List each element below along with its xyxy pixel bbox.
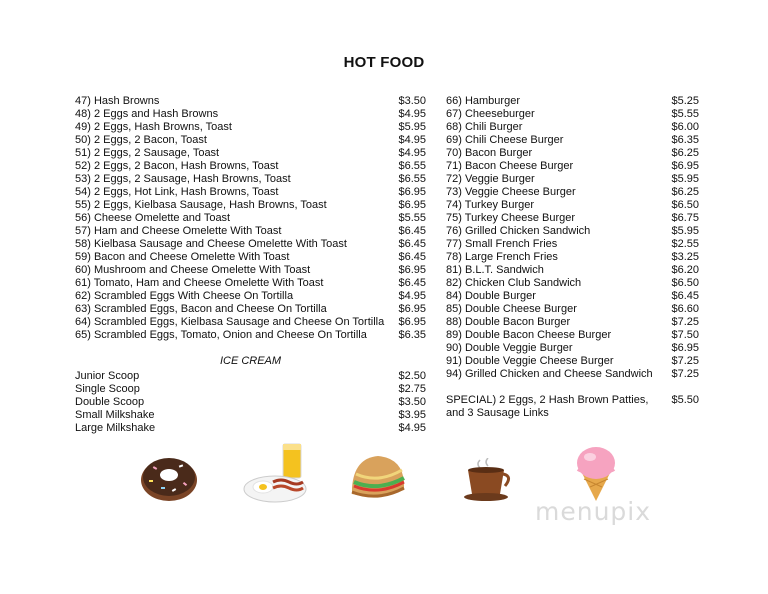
burger-menu-item [446,199,699,212]
ice-cream-menu-item [75,396,426,409]
hot-food-menu-item [75,225,426,238]
burger-menu-item [446,121,699,134]
burger-menu-item [446,225,699,238]
item-price: $4.95 [398,422,426,434]
item-price: $4.95 [398,108,426,120]
item-name: 52) 2 Eggs, 2 Bacon, Hash Browns, Toast [75,160,279,172]
burger-menu-item [446,212,699,225]
item-name: Double Scoop [75,396,145,408]
item-price: $6.45 [398,277,426,289]
item-name: 67) Cheeseburger [446,108,535,120]
item-price: $3.50 [398,396,426,408]
burger-menu-item [446,186,699,199]
item-price: $5.95 [671,173,699,185]
burger-menu-item [446,342,699,355]
item-name: 75) Turkey Cheese Burger [446,212,576,224]
item-name: 89) Double Bacon Cheese Burger [446,329,612,341]
item-name: 78) Large French Fries [446,251,558,263]
hot-food-menu-item [75,251,426,264]
hot-food-menu-item [75,303,426,316]
burger-list [446,95,699,381]
burger-menu-item [446,355,699,368]
page-title: HOT FOOD [343,54,425,71]
item-name: 70) Bacon Burger [446,147,533,159]
item-price: $3.50 [398,95,426,107]
item-price: $6.95 [671,160,699,172]
item-name: Junior Scoop [75,370,140,382]
item-name: 51) 2 Eggs, 2 Sausage, Toast [75,147,220,159]
hot-food-menu-item [75,95,426,108]
hot-food-list [75,95,426,342]
hot-food-menu-item [75,290,426,303]
item-name: 81) B.L.T. Sandwich [446,264,544,276]
item-price: $5.25 [671,95,699,107]
item-name: 57) Ham and Cheese Omelette With Toast [75,225,282,237]
item-price: $5.55 [671,108,699,120]
ice-cream-menu-item [75,383,426,396]
item-name: 84) Double Burger [446,290,536,302]
item-name: 90) Double Veggie Burger [446,342,573,354]
burger-menu-item [446,238,699,251]
right-column [446,95,699,420]
item-name: 66) Hamburger [446,95,520,107]
item-price: $5.55 [398,212,426,224]
item-name: 63) Scrambled Eggs, Bacon and Cheese On Tortilla [75,303,327,315]
item-name: 60) Mushroom and Cheese Omelette With Toast [75,264,311,276]
item-price: $6.95 [398,316,426,328]
hot-food-menu-item [75,199,426,212]
burger-menu-item [446,108,699,121]
item-name: 53) 2 Eggs, 2 Sausage, Hash Browns, Toast [75,173,291,185]
left-column [75,95,426,435]
food-icons [0,438,768,508]
hot-food-menu-item [75,121,426,134]
hot-food-menu-item [75,134,426,147]
item-name: Single Scoop [75,383,140,395]
item-price: $6.55 [398,160,426,172]
item-price: $4.95 [398,134,426,146]
item-name: 47) Hash Browns [75,95,160,107]
item-name: 58) Kielbasa Sausage and Cheese Omelette With Toast [75,238,347,250]
special-item [446,394,699,420]
special-price: $5.50 [671,394,699,406]
item-name: 56) Cheese Omelette and Toast [75,212,231,224]
item-price: $7.50 [671,329,699,341]
coffee-cup-icon [462,458,514,502]
item-name: 61) Tomato, Ham and Cheese Omelette With Toast [75,277,324,289]
item-price: $6.95 [398,199,426,211]
item-name: 65) Scrambled Eggs, Tomato, Onion and Cheese On Tortilla [75,329,367,341]
burger-menu-item [446,134,699,147]
item-price: $7.25 [671,368,699,380]
item-name: 91) Double Veggie Cheese Burger [446,355,614,367]
burger-menu-item [446,95,699,108]
hot-food-menu-item [75,264,426,277]
ice-cream-menu-item [75,409,426,422]
item-price: $6.95 [398,186,426,198]
burger-menu-item [446,316,699,329]
burger-menu-item [446,160,699,173]
item-price: $6.75 [671,212,699,224]
item-name: 73) Veggie Cheese Burger [446,186,576,198]
item-price: $6.50 [671,199,699,211]
item-name: 50) 2 Eggs, 2 Bacon, Toast [75,134,207,146]
item-price: $2.75 [398,383,426,395]
donut-icon [139,453,199,503]
item-price: $6.55 [398,173,426,185]
hot-food-menu-item [75,108,426,121]
hot-food-menu-item [75,147,426,160]
item-name: 49) 2 Eggs, Hash Browns, Toast [75,121,232,133]
ice-cream-list [75,370,426,435]
item-name: 68) Chili Burger [446,121,523,133]
item-name: 72) Veggie Burger [446,173,535,185]
item-name: 69) Chili Cheese Burger [446,134,564,146]
item-price: $4.95 [398,290,426,302]
item-price: $6.45 [398,225,426,237]
item-price: $7.25 [671,355,699,367]
item-name: 55) 2 Eggs, Kielbasa Sausage, Hash Browns, Toast [75,199,327,211]
item-name: 54) 2 Eggs, Hot Link, Hash Browns, Toast [75,186,279,198]
item-price: $7.25 [671,316,699,328]
item-price: $6.60 [671,303,699,315]
watermark-logo: menupix [535,497,652,526]
item-name: 71) Bacon Cheese Burger [446,160,574,172]
item-name: 59) Bacon and Cheese Omelette With Toast [75,251,290,263]
hot-food-menu-item [75,329,426,342]
item-price: $5.95 [398,121,426,133]
breakfast-plate-icon [243,442,308,504]
burger-menu-item [446,251,699,264]
item-name: 77) Small French Fries [446,238,558,250]
item-name: 88) Double Bacon Burger [446,316,571,328]
hot-food-menu-item [75,186,426,199]
item-price: $6.00 [671,121,699,133]
item-price: $2.50 [398,370,426,382]
item-price: $5.95 [671,225,699,237]
item-name: 85) Double Cheese Burger [446,303,577,315]
sandwich-icon [348,452,408,502]
item-name: 74) Turkey Burger [446,199,535,211]
item-price: $6.95 [671,342,699,354]
hot-food-menu-item [75,212,426,225]
ice-cream-menu-item [75,422,426,435]
item-price: $6.35 [398,329,426,341]
item-price: $4.95 [398,147,426,159]
item-price: $6.25 [671,147,699,159]
item-price: $6.50 [671,277,699,289]
item-name: Large Milkshake [75,422,156,434]
item-price: $3.95 [398,409,426,421]
item-name: 48) 2 Eggs and Hash Browns [75,108,219,120]
item-price: $6.35 [671,134,699,146]
burger-menu-item [446,173,699,186]
hot-food-menu-item [75,238,426,251]
burger-menu-item [446,264,699,277]
burger-menu-item [446,368,699,381]
item-name: 62) Scrambled Eggs With Cheese On Tortilla [75,290,294,302]
hot-food-menu-item [75,173,426,186]
item-price: $6.95 [398,303,426,315]
ice-cream-heading: ICE CREAM [219,355,282,367]
ice-cream-menu-item [75,370,426,383]
burger-menu-item [446,329,699,342]
item-price: $6.45 [398,251,426,263]
special-name: SPECIAL) 2 Eggs, 2 Hash Brown Patties, and 3 Sausage Links [446,394,649,419]
item-price: $6.45 [671,290,699,302]
burger-menu-item [446,147,699,160]
item-name: 76) Grilled Chicken Sandwich [446,225,591,237]
item-name: 94) Grilled Chicken and Cheese Sandwich [446,368,653,380]
burger-menu-item [446,290,699,303]
item-price: $6.20 [671,264,699,276]
item-name: Small Milkshake [75,409,155,421]
ice-cream-cone-icon [572,443,620,503]
burger-menu-item [446,303,699,316]
item-price: $6.45 [398,238,426,250]
item-price: $6.25 [671,186,699,198]
item-name: 64) Scrambled Eggs, Kielbasa Sausage and Cheese On Tortilla [75,316,385,328]
item-price: $3.25 [671,251,699,263]
burger-menu-item [446,277,699,290]
item-name: 82) Chicken Club Sandwich [446,277,582,289]
hot-food-menu-item [75,316,426,329]
hot-food-menu-item [75,160,426,173]
item-price: $6.95 [398,264,426,276]
hot-food-menu-item [75,277,426,290]
item-price: $2.55 [671,238,699,250]
